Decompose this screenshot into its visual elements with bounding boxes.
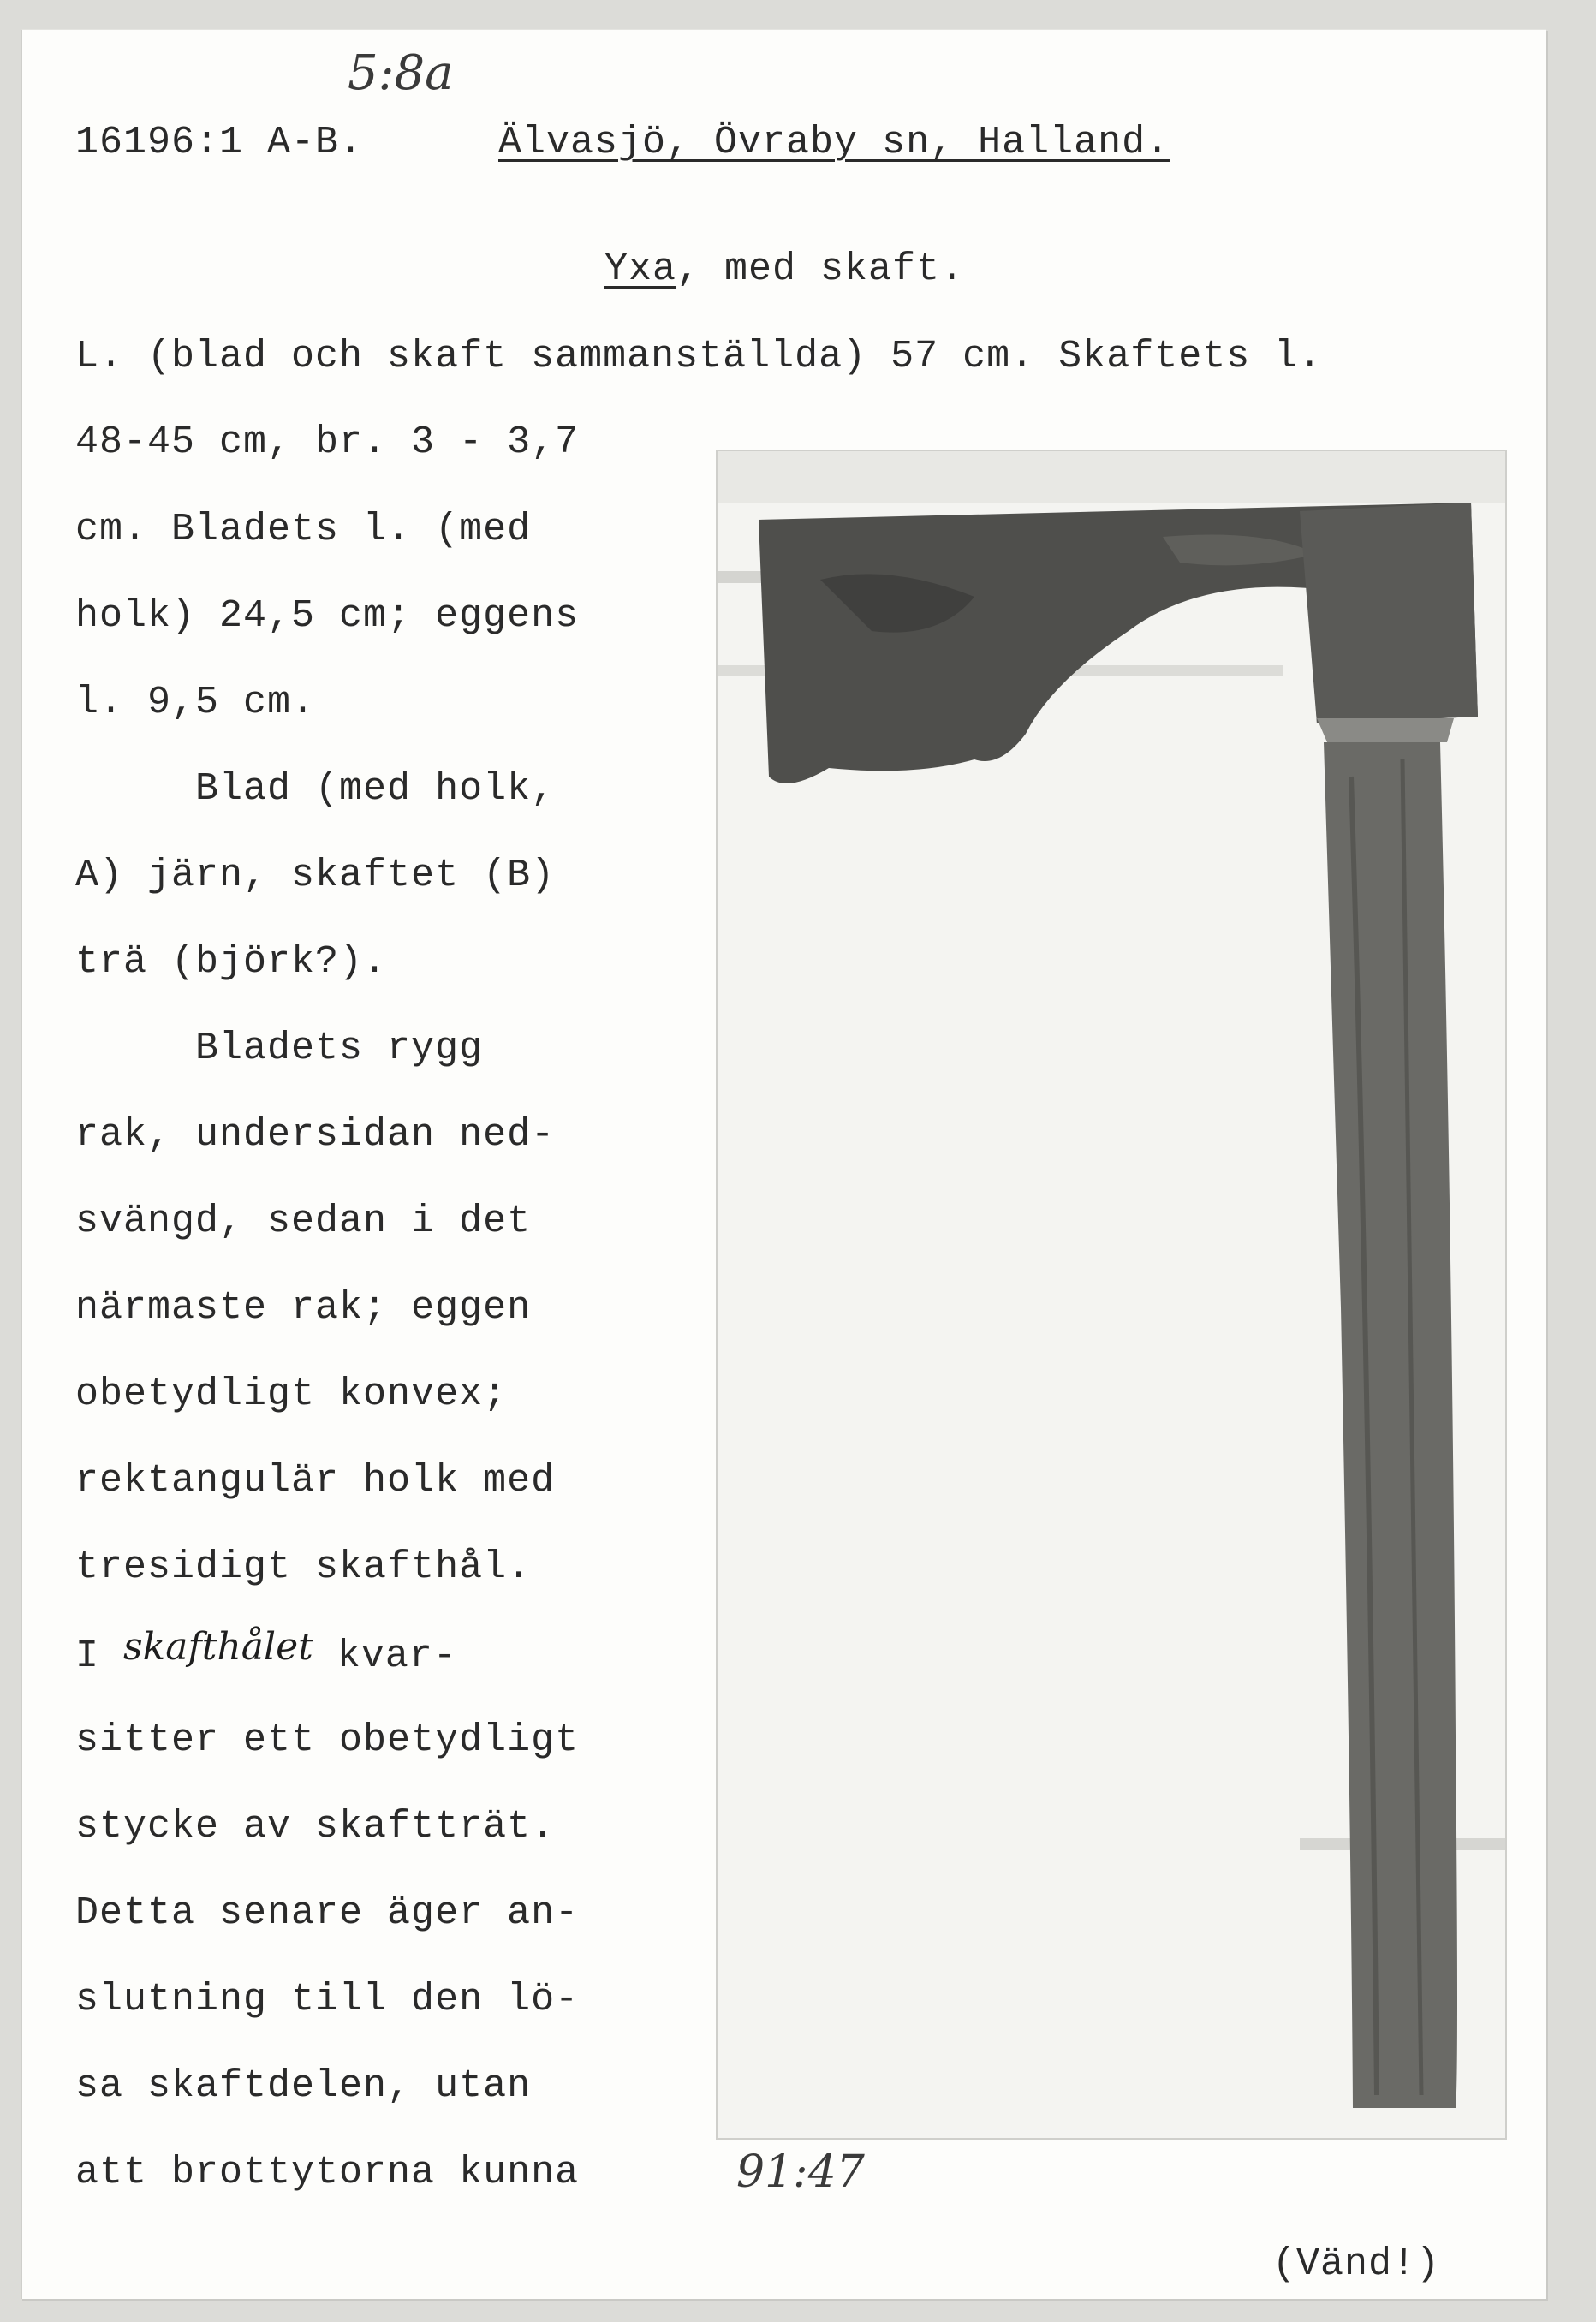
body-line: tresidigt skafthål.	[75, 1545, 532, 1589]
body-line: svängd, sedan i det	[75, 1200, 532, 1243]
object-title	[604, 247, 964, 291]
handwritten-mark: 5:8a	[348, 45, 454, 101]
photo-caption-handwritten: 91:47	[736, 2146, 865, 2198]
footer-turn-note: (Vänd!)	[1272, 2242, 1441, 2286]
body-line: rak, undersidan ned-	[75, 1113, 556, 1157]
handwritten-insert: skafthålet	[123, 1625, 313, 1669]
body-line: Blad (med holk,	[75, 767, 556, 811]
body-line: 48-45 cm, br. 3 - 3,7	[75, 420, 580, 464]
body-line: stycke av skaftträt.	[75, 1805, 556, 1849]
axe-illustration	[718, 451, 1505, 2138]
catalog-number: 16196:1 A-B.	[75, 121, 364, 164]
insert-before: I	[75, 1634, 124, 1678]
find-location: Älvasjö, Övraby sn, Halland.	[498, 121, 1170, 164]
body-line: A) järn, skaftet (B)	[75, 854, 556, 897]
catalog-card	[21, 29, 1546, 2299]
body-line: Detta senare äger an-	[75, 1891, 580, 1935]
body-line-with-insert	[75, 1625, 457, 1678]
body-line: obetydligt konvex;	[75, 1372, 508, 1416]
body-line: sitter ett obetydligt	[75, 1718, 580, 1762]
body-line: cm. Bladets l. (med	[75, 508, 532, 551]
body-line: Bladets rygg	[75, 1027, 484, 1070]
body-line: l. 9,5 cm.	[75, 681, 316, 724]
body-line: holk) 24,5 cm; eggens	[75, 594, 580, 638]
object-title-underlined: Yxa	[604, 247, 677, 291]
body-line: rektangulär holk med	[75, 1459, 556, 1503]
body-line: trä (björk?).	[75, 940, 388, 984]
body-line: att brottytorna kunna	[75, 2151, 580, 2194]
body-line: sa skaftdelen, utan	[75, 2064, 532, 2108]
body-line: närmaste rak; eggen	[75, 1286, 532, 1330]
axe-photograph	[716, 450, 1507, 2140]
body-line: slutning till den lö-	[75, 1978, 580, 2021]
measurement-line: L. (blad och skaft sammanställda) 57 cm. Skaftets l.	[75, 335, 1323, 378]
insert-after: kvar-	[313, 1634, 457, 1678]
object-title-rest: , med skaft.	[676, 247, 965, 291]
